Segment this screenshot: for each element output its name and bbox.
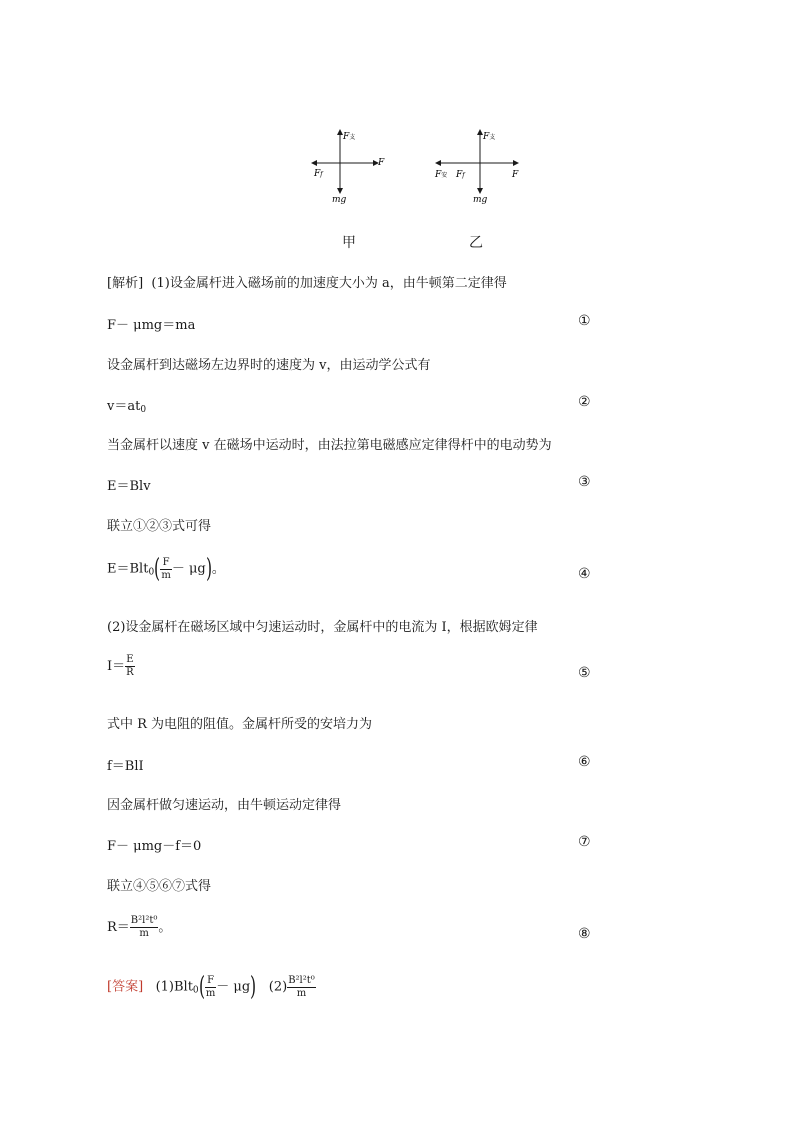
equation-number-2: ② bbox=[578, 394, 591, 410]
answer-line: [答案] (1)Blt$_0$( $\frac{F}{m}$ － μg) (2) $\frac{\text{B²l²t⁰}}{m}$ bbox=[107, 972, 315, 1002]
equation-4: E＝Blt$_0$( $\frac{F}{m}$ － μg)。 bbox=[107, 554, 225, 584]
label-applied-force: F bbox=[512, 170, 519, 180]
text-3: 当金属杆以速度 v 在磁场中运动时，由法拉第电磁感应定律得杆中的电动势为 bbox=[107, 438, 552, 453]
equation-number-1: ① bbox=[578, 313, 591, 329]
solution-intro: [解析] (1)设金属杆进入磁场前的加速度大小为 a，由牛顿第二定律得 bbox=[107, 276, 507, 291]
answer-tag: [答案] bbox=[107, 979, 144, 995]
label-support-force: F支 bbox=[343, 132, 356, 142]
label-weight: mg bbox=[473, 195, 488, 205]
equation-number-7: ⑦ bbox=[578, 834, 591, 850]
label-weight: mg bbox=[332, 195, 347, 205]
label-friction-force: Ff bbox=[314, 169, 323, 179]
equation-7: F－ μmg－f＝0 bbox=[107, 839, 202, 854]
text-8: 联立④⑤⑥⑦式得 bbox=[107, 879, 212, 894]
text-7: 因金属杆做匀速运动，由牛顿运动定律得 bbox=[107, 798, 342, 813]
caption-left: 甲 bbox=[342, 235, 356, 251]
equation-number-3: ③ bbox=[578, 474, 591, 490]
label-applied-force: F bbox=[378, 158, 385, 168]
equation-number-8: ⑧ bbox=[578, 926, 591, 942]
equation-number-4: ④ bbox=[578, 566, 591, 582]
force-diagram-left bbox=[300, 120, 400, 215]
equation-5: I＝ $\frac{E}{R}$ bbox=[107, 654, 134, 678]
label-support-force: F支 bbox=[483, 132, 496, 142]
solution-tag: [解析] bbox=[107, 276, 144, 291]
equation-number-5: ⑤ bbox=[578, 665, 591, 681]
equation-1: F－ μmg＝ma bbox=[107, 318, 196, 333]
equation-3: E＝Blv bbox=[107, 479, 151, 494]
force-diagram-right bbox=[428, 120, 528, 215]
label-friction-force: Ff bbox=[456, 170, 465, 180]
text-5: (2)设金属杆在磁场区域中匀速运动时，金属杆中的电流为 I，根据欧姆定律 bbox=[107, 620, 538, 635]
equation-2: $v=at_0$ bbox=[107, 399, 147, 415]
equation-6: f＝BlI bbox=[107, 759, 144, 774]
caption-right: 乙 bbox=[469, 235, 483, 251]
text-4: 联立①②③式可得 bbox=[107, 519, 212, 534]
label-ampere-force: F安 bbox=[435, 170, 448, 180]
equation-number-6: ⑥ bbox=[578, 754, 591, 770]
text-6: 式中 R 为电阻的阻值。金属杆所受的安培力为 bbox=[107, 717, 373, 732]
text-2: 设金属杆到达磁场左边界时的速度为 v，由运动学公式有 bbox=[107, 358, 431, 373]
equation-8: R＝ $\frac{\text{B²l²t⁰}}{m}$ 。 bbox=[107, 915, 172, 939]
